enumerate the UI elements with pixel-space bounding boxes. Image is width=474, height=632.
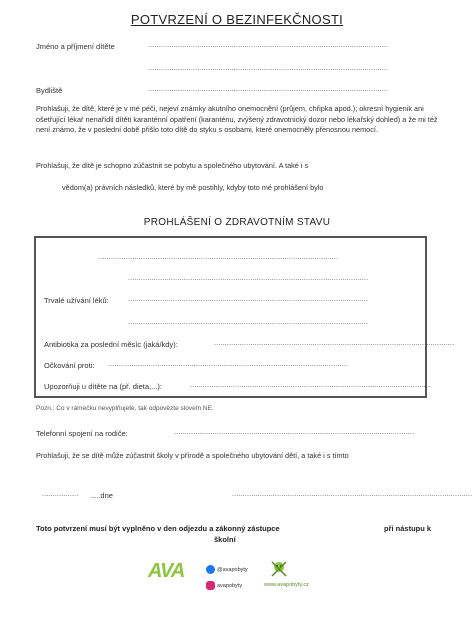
notice-field[interactable]: ................................................................................................................ xyxy=(190,382,431,389)
phone-label: Telefonní spojení na rodiče: xyxy=(36,429,128,438)
footer-text-right: při nástupu k xyxy=(384,524,432,533)
facebook-icon xyxy=(206,565,215,574)
name-label: Jméno a příjmení dítěte xyxy=(36,42,115,51)
meds-label: Trvalé užívání léků: xyxy=(44,296,109,305)
date-field[interactable]: ................. xyxy=(42,491,79,498)
name-field[interactable]: ................................................................................................................ xyxy=(148,42,389,49)
declaration-line1: Prohlašuji, že dítě je schopno zúčastnit se pobytu a společného ubytování. A také i s xyxy=(36,161,309,170)
facebook-handle: @avapobyty xyxy=(217,566,248,573)
section-title: PROHLÁŠENÍ O ZDRAVOTNÍM STAVU xyxy=(143,217,331,228)
phone-field[interactable]: ................................................................................................................ xyxy=(174,429,415,436)
footer-text-left: Toto potvrzení musí být vyplněno v den odjezdu a zákonný zástupce xyxy=(36,524,280,533)
declaration-line2: vědom(a) právních následků, které by mě postihly, kdyby toto mé prohlášení bylo xyxy=(62,183,324,192)
box-line-2[interactable]: ................................................................................................................ xyxy=(128,275,369,282)
date-label: .....dne xyxy=(90,491,113,500)
declaration-paragraph: Prohlašuji, že dítě, které je v mé péči, nejeví známky akutního onemocnění (průjem, chřipka apod.); okresní hygienik ani ošetřující lékař nenařídil dítěti karanténní opatření (karanténu, zvýšený zdravotnický dozor nebo lékařský dohled) a že mi též není známo, že v poslední době přišlo toto dítě do styku s osobami, které onemocněly přenosnou nemocí. xyxy=(36,104,438,134)
box-line-1[interactable]: ................................................................................................................ xyxy=(98,254,339,261)
instagram-icon xyxy=(206,581,215,590)
meds-field[interactable]: ................................................................................................................ xyxy=(128,296,369,303)
antibiotics-field[interactable]: ................................................................................................................ xyxy=(214,340,455,347)
signature-field[interactable]: ................................................................................................................ xyxy=(232,491,473,498)
antibiotics-label: Antibiotika za poslední měsíc (jaká/kdy): xyxy=(44,340,178,349)
meds-field-line2[interactable]: ................................................................................................................ xyxy=(128,319,369,326)
vaccination-field[interactable]: ................................................................................................................ xyxy=(108,361,349,368)
box-note: Pozn.: Co v rámečku nevyplňujete, tak odpovězte slovem NE. xyxy=(36,405,214,412)
address-label: Bydliště xyxy=(36,86,63,95)
address-field[interactable]: ................................................................................................................ xyxy=(148,86,389,93)
mascot-icon xyxy=(268,558,290,585)
instagram-handle: avapobyty xyxy=(217,582,243,589)
notice-label: Upozorňuji u dítěte na (př. dieta,...): xyxy=(44,382,162,391)
school-declaration: Prohlašuji, že se dítě může zúčastnit školy v přírodě a společného ubytování dětí, a také i s tímto xyxy=(36,451,349,460)
document-title: POTVRZENÍ O BEZINFEKČNOSTI xyxy=(130,12,344,27)
footer-text-line2: školní xyxy=(214,535,236,544)
website-link[interactable]: www.avapobyty.cz xyxy=(264,582,309,588)
vaccination-label: Očkování proti: xyxy=(44,361,95,370)
name-field-line2[interactable]: ................................................................................................................ xyxy=(148,65,389,72)
instagram-link[interactable] xyxy=(206,577,242,595)
ava-logo: AVA xyxy=(148,560,185,582)
